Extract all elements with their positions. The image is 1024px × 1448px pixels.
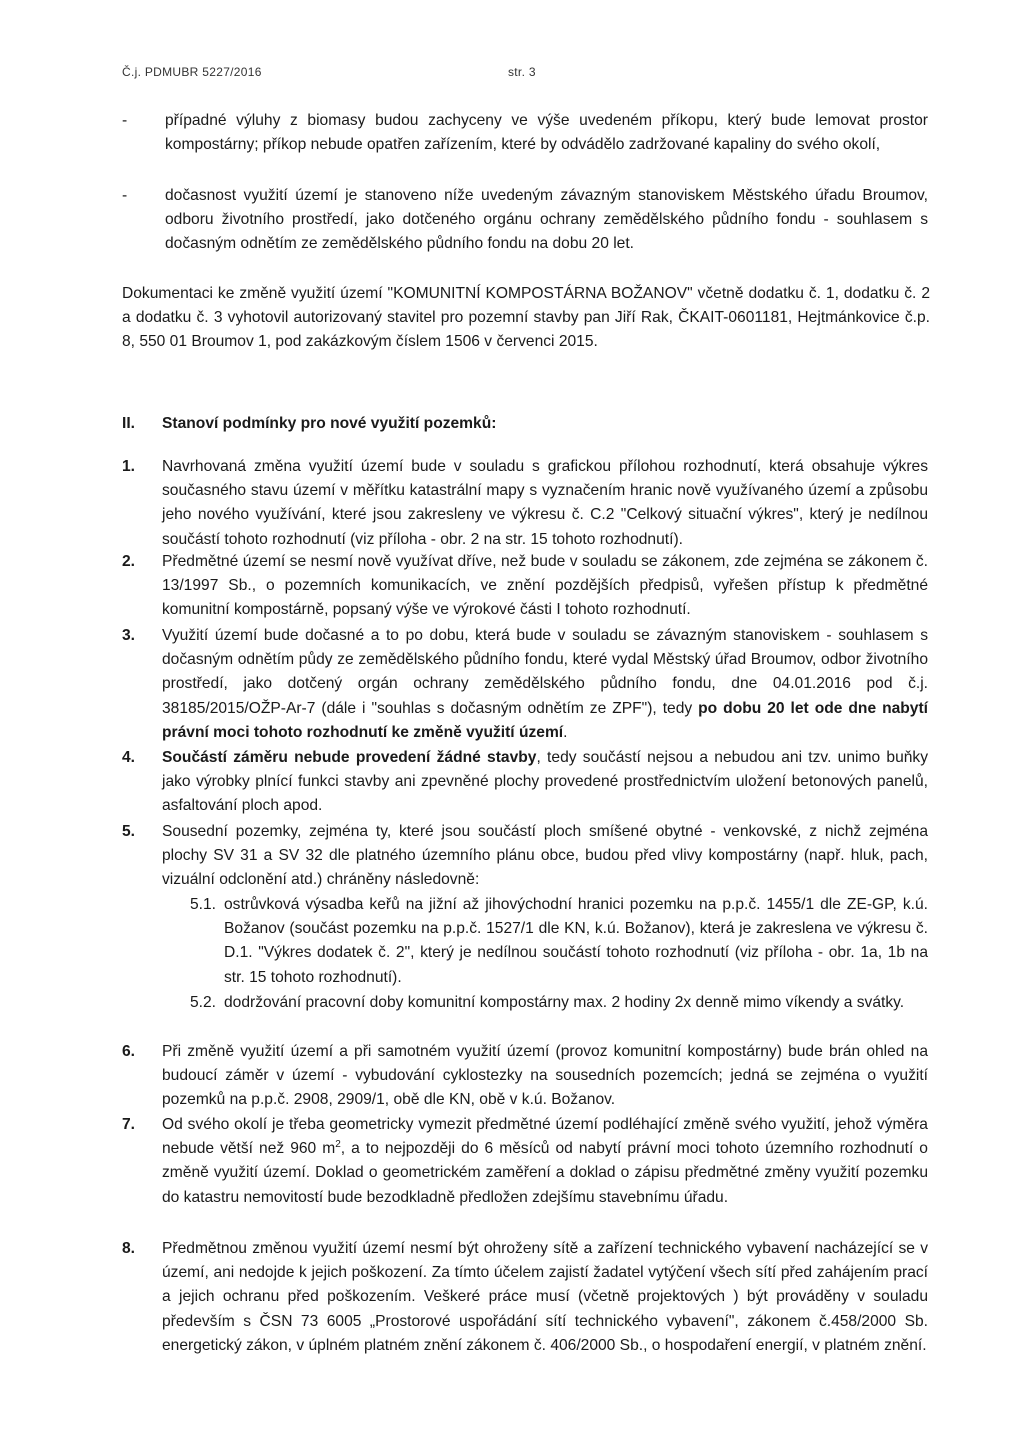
item-number: 4. [122, 749, 136, 766]
item-number: 1. [122, 458, 136, 475]
item-text-start: Od svého okolí je třeba geometricky vymezit předmětné území podléhající změně svého využití, jehož výměra nebude větší než 960 m [162, 1116, 928, 1158]
condition-item-2 [122, 550, 928, 623]
item-text [162, 1113, 928, 1210]
bullet-item [122, 184, 928, 257]
condition-item-8 [122, 1237, 928, 1358]
condition-item-4 [122, 746, 928, 819]
section-number: II. [122, 415, 135, 432]
section-heading [122, 412, 928, 436]
item-text-rest: , tedy součástí nejsou a nebudou ani tzv. unimo buňky jako výrobky plnící funkci stavby ani zpevněné plochy provedené prostřednictvím uložení betonových panelů, asfaltování ploch apod. [162, 749, 929, 815]
item-number: 8. [122, 1240, 136, 1257]
item-number: 7. [122, 1116, 136, 1133]
sub-item-text: ostrůvková výsadba keřů na jižní až jihovýchodní hranici pozemku na p.p.č. 1455/1 dle ZE-GP, k.ú. Božanov (součást pozemku na p.p.č. 1527/1 dle KN, k.ú. Božanov), která je zakreslena ve výkresu č. D.1. "Výkres dodatek č. 2", který je nedílnou součástí tohoto rozhodnutí (viz příloha - obr. 1a, 1b na str. 15 tohoto rozhodnutí). [224, 896, 928, 986]
sub-item-number: 5.2. [190, 994, 217, 1011]
bullet-dash: - [122, 112, 128, 129]
condition-item-7 [122, 1113, 928, 1210]
item-text-bold: Součástí záměru nebude provedení žádné stavby [162, 749, 537, 766]
item-text-end: , a to nejpozději do 6 měsíců od nabytí právní moci tohoto územního rozhodnutí o změně využití území. Doklad o geometrickém zaměření a doklad o zápisu předmětné změny využití pozemku do katastru nemovitostí bude bezodkladně předložen zdejšímu stavebnímu úřadu. [162, 1140, 928, 1206]
superscript: 2 [335, 1139, 341, 1151]
section-title: Stanoví podmínky pro nové využití pozemků: [162, 415, 497, 432]
item-text [162, 746, 928, 819]
item-text-start: Využití území bude dočasné a to po dobu, která bude v souladu se závazným stanoviskem - souhlasem s dočasným odnětím půdy ze zemědělského půdního fondu, které vydal Městský úřad Broumov, odbor životního prostředí, jako dotčený orgán ochrany zemědělského půdního fondu, dne 04.01.2016 pod č.j. 38185/2015/OŽP-Ar-7 (dále i "souhlas s dočasným odnětím ze ZPF"), tedy [162, 627, 928, 717]
condition-item-3 [122, 624, 928, 745]
item-number: 2. [122, 553, 136, 570]
reference-number: Č.j. PDMUBR 5227/2016 [122, 65, 262, 79]
documentation-paragraph: Dokumentaci ke změně využití území "KOMUNITNÍ KOMPOSTÁRNA BOŽANOV" včetně dodatku č. 1, dodatku č. 2 a dodatku č. 3 vyhotovil autorizovaný stavitel pro pozemní stavby pan Jiří Rak, ČKAIT-0601181, Hejtmánkovice č.p. 8, 550 01 Broumov 1, pod zakázkovým číslem 1506 v červenci 2015. [122, 285, 930, 351]
item-text: Předmětnou změnou využití území nesmí být ohroženy sítě a zařízení technického vybavení nacházející se v území, ani nedojde k jejich poškození. Za tímto účelem zajistí žadatel vytýčení všech sítí před zahájením prací a jejich ochranu před poškozením. Veškeré práce musí (včetně projektových ) být prováděny v souladu především s ČSN 73 6005 „Prostorové uspořádání sítí technického vybavení", zákonem č.458/2000 Sb. energetický zákon, v úplném platném znění zákonem č. 406/2000 Sb., o hospodaření energií, v platném znění. [162, 1240, 928, 1354]
sub-item-5-2 [190, 991, 928, 1015]
item-number: 3. [122, 627, 136, 644]
item-text: Sousední pozemky, zejména ty, které jsou součástí ploch smíšené obytné - venkovské, z nichž zejména plochy SV 31 a SV 32 dle platného územního plánu obce, budou před vlivy kompostárny (např. hluk, pach, vizuální odclonění atd.) chráněny následovně: [162, 823, 928, 889]
bullet-text: případné výluhy z biomasy budou zachyceny ve výše uvedeném příkopu, který bude lemovat prostor kompostárny; příkop nebude opatřen zařízením, které by odvádělo zadržované kapaliny do svého okolí, [165, 112, 928, 154]
sub-item-number: 5.1. [190, 896, 217, 913]
item-text-bold: po dobu 20 let ode dne nabytí právní moci tohoto rozhodnutí ke změně využití území [162, 699, 928, 741]
page-header [122, 64, 536, 80]
item-text: Navrhovaná změna využití území bude v souladu s grafickou přílohou rozhodnutí, která obsahuje výkres současného stavu území v měřítku katastrální mapy s vyznačením hranic nově využívaného území a způsobu jeho nového využívání, které jsou zakresleny ve výkresu č. C.2 "Celkový situační výkres", který je nedílnou součástí tohoto rozhodnutí (viz příloha - obr. 2 na str. 15 tohoto rozhodnutí). [162, 458, 928, 548]
bullet-dash: - [122, 187, 128, 204]
item-text [162, 624, 928, 745]
item-text: Při změně využití území a při samotném využití území (provoz komunitní kompostárny) bude brán ohled na budoucí záměr v území - vybudování cyklostezky na sousedních pozemcích; jedná se zejména o využití pozemků na p.p.č. 2908, 2909/1, obě dle KN, obě v k.ú. Božanov. [162, 1043, 928, 1109]
bullet-text: dočasnost využití území je stanoveno níže uvedeným závazným stanoviskem Městského úřadu Broumov, odboru životního prostředí, jako dotčeného orgánu ochrany zemědělského půdního fondu - souhlasem s dočasným odnětím ze zemědělského půdního fondu na dobu 20 let. [165, 187, 928, 253]
condition-item-1 [122, 455, 928, 552]
item-number: 6. [122, 1043, 136, 1060]
condition-item-6 [122, 1040, 928, 1113]
sub-item-5-1 [190, 893, 928, 990]
bullet-item [122, 109, 928, 157]
sub-item-text: dodržování pracovní doby komunitní kompostárny max. 2 hodiny 2x denně mimo víkendy a svátky. [224, 994, 905, 1011]
page-number: str. 3 [508, 65, 536, 79]
item-text: Předmětné území se nesmí nově využívat dříve, než bude v souladu se zákonem, zde zejména se zákonem č. 13/1997 Sb., o pozemních komunikacích, ve znění pozdějších předpisů, vyřešen přístup k předmětné komunitní kompostárně, popsaný výše ve výrokové části I tohoto rozhodnutí. [162, 553, 928, 619]
item-number: 5. [122, 823, 136, 840]
condition-item-5 [122, 820, 928, 893]
item-text-end: . [563, 723, 568, 741]
